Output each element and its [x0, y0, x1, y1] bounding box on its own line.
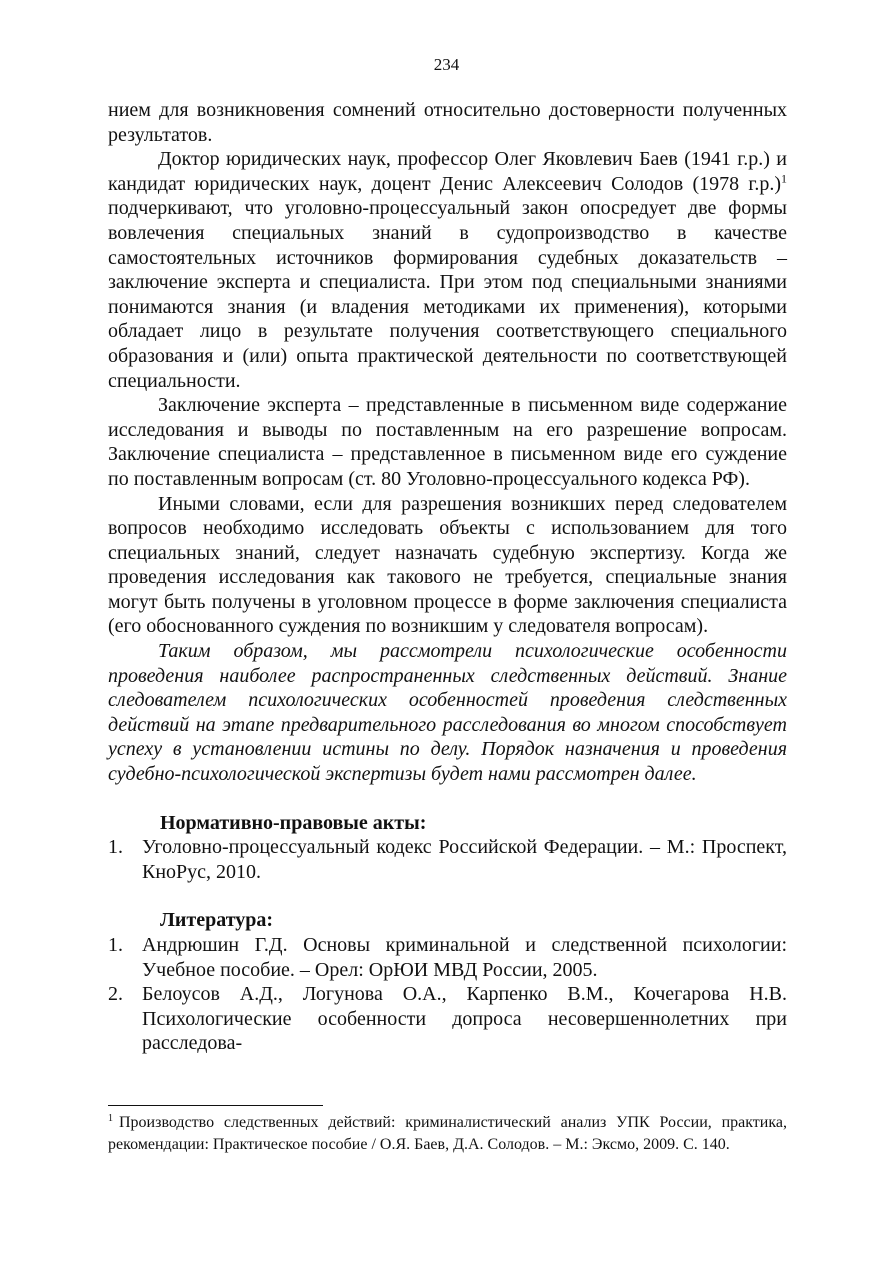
list-item-text: Уголовно-процессуальный кодекс Российской Федерации. – М.: Проспект, КноРус, 2010.: [142, 836, 787, 883]
list-item: [108, 982, 787, 1056]
page-number: 234: [433, 55, 460, 74]
footnote: [108, 1112, 787, 1156]
list-item-number: 1.: [108, 934, 123, 956]
footnote-reference[interactable]: 1: [781, 171, 787, 186]
footnote-separator: [108, 1105, 323, 1106]
paragraph-expert-conclusion: Заключение эксперта – представленные в письменном виде содержание исследования и выводы по поставленным на его разрешение вопросам. Заключение специалиста – представленное в письменном виде его суждение по поставленным вопросам (ст. 80 Уголовно-процессуального кодекса РФ).: [108, 394, 787, 490]
paragraph-continuation: нием для возникновения сомнений относительно достоверности полученных результатов.: [108, 99, 787, 146]
section-heading-laws: Нормативно-правовые акты:: [160, 811, 427, 834]
list-item-number: 2.: [108, 983, 123, 1006]
paragraph-text-part-1: Доктор юридических наук, профессор Олег Яковлевич Баев (1941 г.р.) и кандидат юридических наук, доцент Денис Алексеевич Солодов (1978 г.р.): [108, 148, 787, 195]
footnote-text: Производство следственных действий: криминалистический анализ УПК России, практика, рекомендации: Практическое пособие / О.Я. Баев, Д.А. Солодов. – М.: Эксмо, 2009. С. 140.: [108, 1114, 787, 1153]
laws-list: [108, 835, 787, 884]
paragraph-summary: Таким образом, мы рассмотрели психологические особенности проведения наиболее распространенных следственных действий. Знание следователем психологических особенностей проведения следственных действий на этапе предварительного расследования во многом способствует успеху в установлении истины по делу. Порядок назначения и проведения судебно-психологической экспертизы будет нами рассмотрен далее.: [108, 640, 787, 786]
paragraph-baev-solodov: [108, 147, 787, 393]
literature-list: [108, 933, 787, 1056]
main-text: [108, 98, 787, 1056]
list-item-text: Белоусов А.Д., Логунова О.А., Карпенко В.М., Кочегарова Н.В. Психологические особенности допроса несовершеннолетних при расследова-: [142, 983, 787, 1055]
paragraph-in-other-words: Иными словами, если для разрешения возникших перед следователем вопросов необходимо исследовать объекты с использованием для того специальных знаний, следует назначать судебную экспертизу. Когда же проведения исследования как такового не требуется, специальные знания могут быть получены в уголовном процессе в форме заключения специалиста (его обоснованного суждения по возникшим у следователя вопросам).: [108, 492, 787, 638]
list-item-text: Андрюшин Г.Д. Основы криминальной и следственной психологии: Учебное пособие. – Орел: ОрЮИ МВД России, 2005.: [142, 934, 787, 981]
section-heading-literature: Литература:: [160, 909, 274, 932]
list-item-number: 1.: [108, 836, 123, 859]
list-item: [108, 933, 787, 982]
paragraph-text-part-2: подчеркивают, что уголовно-процессуальный закон опосредует две формы вовлечения специальных знаний в судопроизводство в качестве самостоятельных источников формирования судебных доказательств – заключение эксперта и специалиста. При этом под специальными знаниями понимаются знания (и владения методиками их применения), которыми обладает лицо в результате получения соответствующего специального образования и (или) опыта практической деятельности по соответствующей специальности.: [108, 197, 787, 392]
footnote-marker: 1: [108, 1112, 113, 1124]
list-item: [108, 835, 787, 884]
